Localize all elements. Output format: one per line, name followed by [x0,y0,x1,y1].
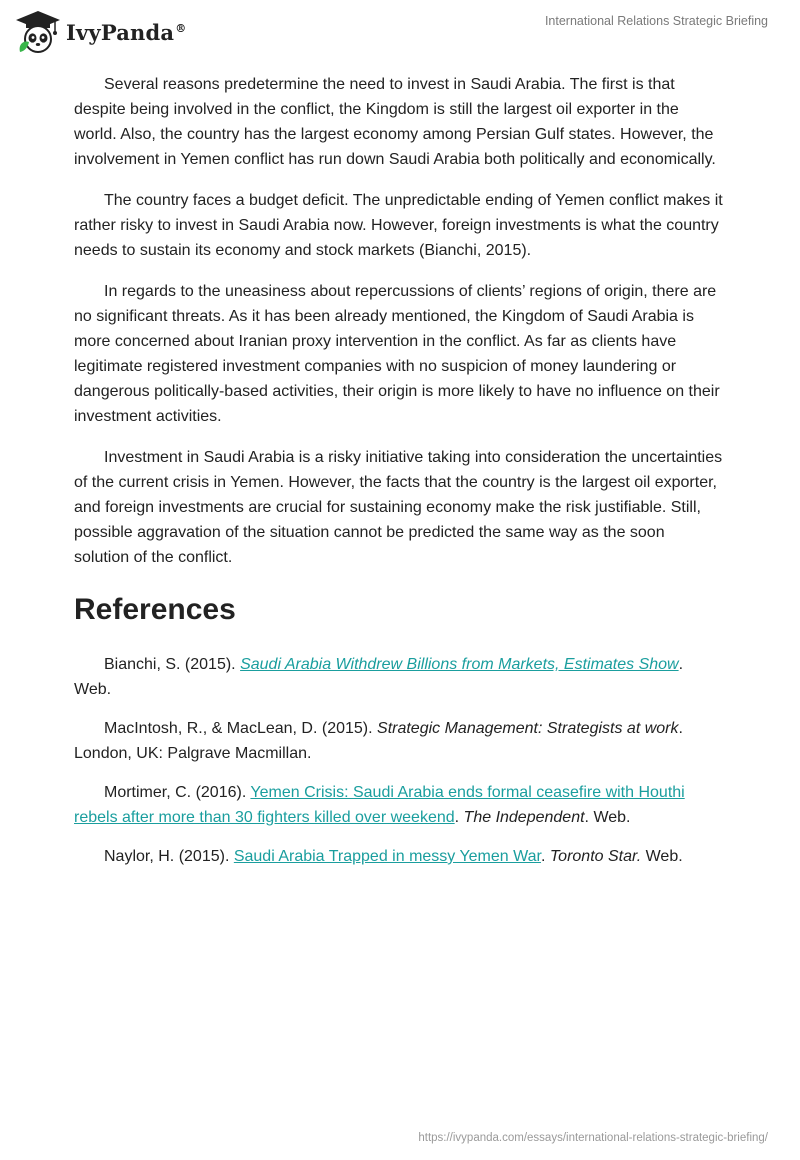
reference-item: Naylor, H. (2015). Saudi Arabia Trapped in messy Yemen War. Toronto Star. Web. [104,848,683,865]
reference-link[interactable]: Yemen Crisis: Saudi Arabia ends formal ceasefire with Houthi rebels after more than 30 fighters killed over weekend [74,784,685,826]
reference-item: MacIntosh, R., & MacLean, D. (2015). Strategic Management: Strategists at work. London, UK: Palgrave Macmillan. [74,720,683,762]
footer-url[interactable]: https://ivypanda.com/essays/international-relations-strategic-briefing/ [418,1132,768,1144]
brand-name: IvyPanda® [66,19,187,45]
reference-source: The Independent [463,809,585,826]
ivypanda-logo[interactable] [14,8,186,56]
references-heading: References [74,593,236,626]
body-paragraph: In regards to the uneasiness about repercussions of clients’ regions of origin, there are no significant threats. As it has been already mentioned, the Kingdom of Saudi Arabia is more concerned about Iranian proxy intervention in the conflict. As far as clients have legitimate registered investment companies with no suspicion of money laundering or dangerous politically-based activities, their origin is more likely to have no influence on their investment activities. [74,283,720,425]
document-title: International Relations Strategic Briefing [544,14,768,28]
reference-source: Toronto Star. [549,848,642,865]
essay-content [74,72,724,883]
panda-graduate-icon [14,10,62,54]
body-paragraph: Several reasons predetermine the need to invest in Saudi Arabia. The first is that despite being involved in the conflict, the Kingdom is still the largest oil exporter in the world. Also, the country has the largest economy among Persian Gulf states. However, the involvement in Yemen conflict has run down Saudi Arabia both politically and economically. [74,76,716,168]
reference-item: Bianchi, S. (2015). Saudi Arabia Withdrew Billions from Markets, Estimates Show. Web. [74,656,684,698]
reference-title: Strategic Management: Strategists at work [377,720,679,737]
reference-item: Mortimer, C. (2016). Yemen Crisis: Saudi Arabia ends formal ceasefire with Houthi rebels after more than 30 fighters killed over weekend. The Independent. Web. [74,784,685,826]
reference-link[interactable]: Saudi Arabia Withdrew Billions from Markets, Estimates Show [240,656,679,673]
body-paragraph: Investment in Saudi Arabia is a risky initiative taking into consideration the uncertainties of the current crisis in Yemen. However, the facts that the country is the largest oil exporter, and foreign investments are crucial for sustaining economy make the risk justifiable. Still, possible aggravation of the situation cannot be predicted the same way as the soon solution of the conflict. [74,449,723,566]
body-paragraph: The country faces a budget deficit. The unpredictable ending of Yemen conflict makes it rather risky to invest in Saudi Arabia now. However, foreign investments is what the country needs to sustain its economy and stock markets (Bianchi, 2015). [74,192,723,259]
reference-link[interactable]: Saudi Arabia Trapped in messy Yemen War [233,848,541,865]
page-header [0,0,800,60]
